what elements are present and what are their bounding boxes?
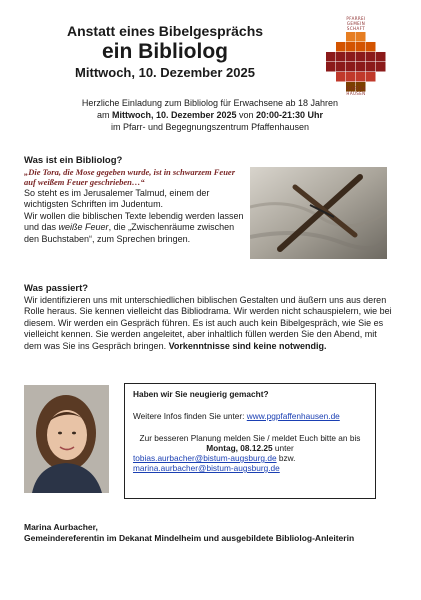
logo-tile [366, 72, 376, 82]
logo-tile [346, 42, 356, 52]
paragraph: Wir identifizieren uns mit unterschiedlichen biblischen Gestalten und äußern uns aus deren Rolle heraus. Sie kennen vielleicht das Bibliodrama. Wir werden nicht schauspielern, wie bei diesem. Wir werden ein Gespräch führen. Es ist auch auch kein Bibelgespräch, wie Sie es vielleicht kennen. Sie werden angeleitet, aber inhaltlich füllen werden Sie den Abend, mit dem was Sie ins Gespräch bringen. Vorkenntnisse sind keine notwendig. [24, 294, 392, 351]
email-link-tobias[interactable]: tobias.aurbacher@bistum-augsburg.de [133, 453, 277, 463]
section-what-happens [24, 283, 396, 352]
section-title: Was ist ein Bibliolog? [24, 155, 123, 166]
logo-tile [336, 42, 346, 52]
deadline-line: Montag, 08.12.25 unter [206, 443, 294, 453]
logo-tile [376, 62, 386, 72]
signature-name: Marina Aurbacher, [24, 522, 98, 532]
parish-logo [320, 16, 392, 96]
logo-mosaic-icon [320, 31, 392, 93]
email-link-marina[interactable]: marina.aurbacher@bistum-augsburg.de [133, 463, 280, 473]
logo-text-line4: PFAFFEN [345, 86, 366, 91]
box-title: Haben wir Sie neugierig gemacht? [133, 389, 269, 399]
section-what-is [24, 155, 246, 245]
invitation-date: Mittwoch, 10. Dezember 2025 [111, 110, 237, 120]
logo-text-line3: SCHAFT [346, 26, 366, 31]
website-link[interactable]: www.pgpfaffenhausen.de [246, 411, 340, 421]
logo-tile [326, 62, 336, 72]
logo-tile [366, 52, 376, 62]
logo-tile [366, 42, 376, 52]
paragraph: So steht es im Jerusalemer Talmud, einem der wichtigsten Schriften im Judentum. [24, 187, 210, 209]
logo-tile [356, 62, 366, 72]
logo-tile [356, 72, 366, 82]
logo-tile [346, 72, 356, 82]
logo-tile [356, 42, 366, 52]
paragraph: Wir wollen die biblischen Texte lebendig werden lassen und das weiße Feuer, die „Zwischenräume zwischen den Buchstaben“, zum Sprechen bringen. [24, 210, 244, 244]
subtitle: Anstatt eines Bibelgesprächs [66, 23, 264, 39]
invitation-line2: am Mittwoch, 10. Dezember 2025 von 20:00-21:30 Uhr [96, 110, 324, 120]
invitation-text [30, 97, 390, 133]
logo-text-line2: GEMEIN [346, 21, 366, 26]
logo-tile [356, 52, 366, 62]
logo-tile [356, 32, 366, 42]
event-date-heading: Mittwoch, 10. Dezember 2025 [75, 65, 255, 80]
logo-text-line1: PFARREI [346, 16, 366, 21]
talmud-quote: „Die Tora, die Mose gegeben wurde, ist in schwarzem Feuer auf weißem Feuer geschrieben…“ [24, 166, 236, 187]
logo-tile [336, 72, 346, 82]
invitation-time: 20:00-21:30 Uhr [256, 110, 324, 120]
invitation-location: im Pfarr- und Begegnungszentrum Pfaffenhausen [111, 122, 309, 132]
header [0, 22, 330, 82]
invitation-line1: Herzliche Einladung zum Bibliolog für Erwachsene ab 18 Jahren [81, 98, 339, 108]
info-line: Weitere Infos finden Sie unter: www.pgpfaffenhausen.de [133, 411, 340, 421]
signature-role: Gemeindereferentin im Dekanat Mindelheim und ausgebildete Bibliolog-Anleiterin [24, 533, 355, 543]
logo-tile [326, 52, 336, 62]
email-line-2 [133, 463, 367, 473]
signup-line: Zur besseren Planung melden Sie / meldet Euch bitte an bis [139, 433, 361, 443]
page-title: ein Bibliolog [102, 40, 228, 63]
email-line-1: tobias.aurbacher@bistum-augsburg.de bzw. [133, 453, 296, 463]
logo-tile [336, 52, 346, 62]
logo-tile [376, 52, 386, 62]
signature [24, 522, 404, 544]
logo-tile [336, 62, 346, 72]
info-box [124, 383, 376, 499]
section-title: Was passiert? [24, 283, 89, 294]
logo-tile [346, 52, 356, 62]
logo-text-line5: HAUSEN [346, 91, 366, 96]
logo-tile [366, 62, 376, 72]
logo-tile [346, 62, 356, 72]
logo-tile [346, 32, 356, 42]
cross-photo [250, 167, 387, 259]
portrait-photo [24, 385, 109, 493]
